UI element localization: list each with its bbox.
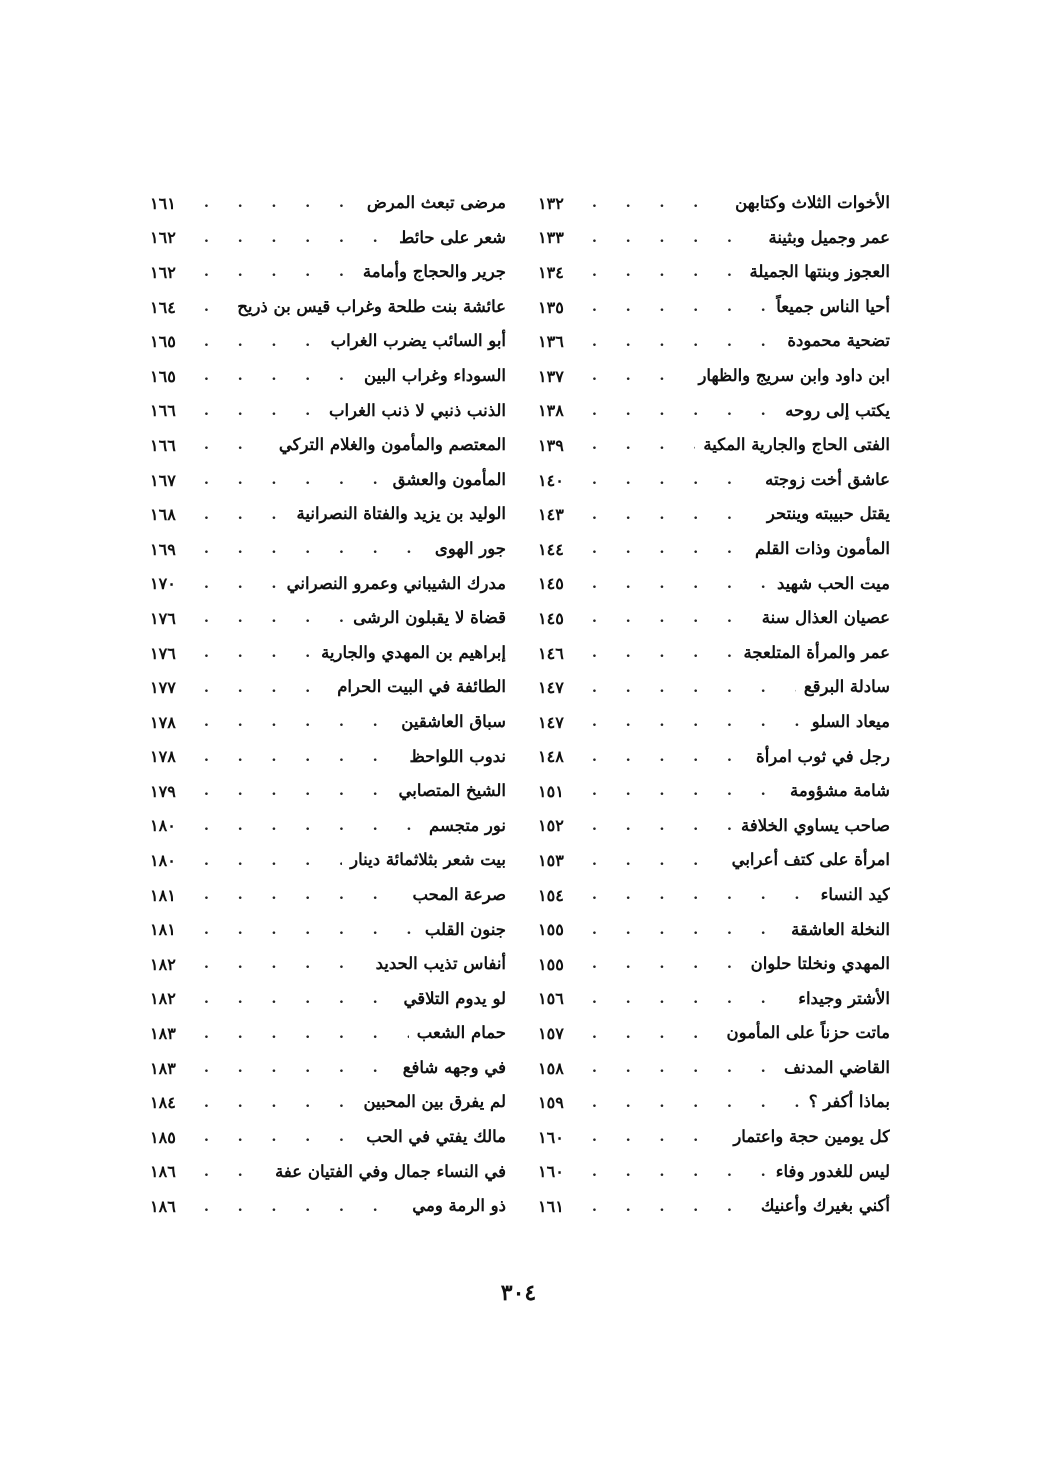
toc-entry-page: ١٨٣ — [150, 1024, 176, 1044]
toc-entry-title: كل يومين حجة واعتمار — [733, 1127, 890, 1147]
toc-entry-page: ١٤٧ — [538, 712, 564, 732]
toc-entry-title: العجوز وبنتها الجميلة — [749, 262, 890, 282]
toc-entry — [538, 532, 890, 567]
toc-entry-title: ندوب اللواحظ — [409, 746, 506, 766]
toc-entry-title: أنفاس تذيب الحديد — [375, 954, 506, 974]
toc-entry-page: ١٥١ — [538, 781, 564, 801]
toc-entry-title: في وجهه شافع — [402, 1057, 506, 1077]
toc-entry — [538, 1120, 890, 1155]
dot-leader — [204, 195, 359, 211]
toc-entry — [150, 1189, 506, 1224]
toc-entry-title: إبراهيم بن المهدي والجارية — [321, 642, 506, 662]
toc-entry — [150, 809, 506, 844]
dot-leader — [592, 403, 777, 419]
toc-entry-page: ١٦٩ — [150, 539, 176, 559]
toc-entry-page: ١٨٠ — [150, 851, 176, 871]
toc-entry-title: جنون القلب — [424, 919, 506, 939]
toc-entry-page: ١٣٢ — [538, 193, 564, 213]
toc-entry-page: ١٦٧ — [150, 470, 176, 490]
toc-entry — [538, 394, 890, 429]
dot-leader — [592, 610, 754, 626]
toc-entry-title: لم يفرق بين المحبين — [363, 1092, 506, 1112]
toc-entry-title: المهدي ونخلتا حلوان — [750, 954, 890, 974]
toc-entry — [538, 290, 890, 325]
toc-entry-title: يقتل حبيبته وينتحر — [766, 504, 890, 524]
toc-entry-title: الذنب ذنبي لا ذنب الغراب — [328, 400, 506, 420]
toc-entry — [150, 463, 506, 498]
dot-leader — [204, 403, 321, 419]
toc-entry-title: صرعة المحب — [412, 884, 506, 904]
toc-entry-page: ١٨٦ — [150, 1197, 176, 1217]
dot-leader — [204, 956, 368, 972]
dot-leader — [204, 991, 395, 1007]
toc-entry-title: أحيا الناس جميعاً — [776, 296, 890, 316]
toc-entry-page: ١٦٤ — [150, 297, 176, 317]
toc-entry-page: ١٦٨ — [150, 505, 176, 525]
toc-entry-page: ١٦٥ — [150, 366, 176, 386]
toc-entry-title: رجل في ثوب امرأة — [756, 746, 890, 766]
toc-entry-title: سادلة البرقع — [803, 677, 890, 697]
toc-entry-page: ١٧٦ — [150, 608, 176, 628]
dot-leader — [204, 714, 393, 730]
toc-entry-page: ١٥٨ — [538, 1058, 564, 1078]
toc-entry-page: ١٨١ — [150, 920, 176, 940]
toc-entry-page: ١٨٥ — [150, 1127, 176, 1147]
toc-entry-title: ذو الرمة ومي — [412, 1196, 506, 1216]
toc-entry — [538, 843, 890, 878]
dot-leader — [204, 1026, 409, 1042]
toc-entry-page: ١٦١ — [150, 193, 176, 213]
dot-leader — [204, 1199, 404, 1215]
toc-entry — [150, 221, 506, 256]
dot-leader — [592, 264, 742, 280]
toc-entry-page: ١٣٤ — [538, 262, 564, 282]
toc-entry-page: ١٦٦ — [150, 435, 176, 455]
toc-entry-page: ١٤٦ — [538, 643, 564, 663]
toc-entry-page: ١٦٥ — [150, 332, 176, 352]
dot-leader — [592, 1199, 753, 1215]
toc-entry-title: المعتصم والمأمون والغلام التركي — [278, 435, 506, 455]
dot-leader — [592, 472, 757, 488]
toc-entry-page: ١٨٠ — [150, 816, 176, 836]
toc-entry — [150, 532, 506, 567]
dot-leader — [204, 264, 355, 280]
dot-leader — [592, 991, 790, 1007]
toc-entry — [150, 394, 506, 429]
toc-entry — [538, 705, 890, 740]
toc-entry — [150, 670, 506, 705]
toc-entry-title: ميعاد السلو — [811, 711, 890, 731]
toc-entry — [150, 497, 506, 532]
toc-entry-title: عائشة بنت طلحة وغراب قيس بن ذريح — [237, 296, 506, 316]
toc-entry — [150, 255, 506, 290]
toc-entry-page: ١٦٢ — [150, 262, 176, 282]
dot-leader — [592, 680, 796, 696]
toc-entry — [538, 878, 890, 913]
toc-entry-title: قضاة لا يقبلون الرشى — [353, 608, 506, 628]
toc-entry-title: يكتب إلى روحه — [785, 400, 890, 420]
toc-entry — [150, 324, 506, 359]
toc-entry-title: في النساء جمال وفي الفتيان عفة — [275, 1161, 506, 1181]
toc-entry — [538, 947, 890, 982]
toc-entry — [538, 912, 890, 947]
dot-leader — [204, 749, 401, 765]
dot-leader — [204, 334, 323, 350]
toc-entry-page: ١٣٧ — [538, 366, 564, 386]
dot-leader — [592, 299, 768, 315]
toc-entry-title: الطائفة في البيت الحرام — [337, 677, 506, 697]
dot-leader — [204, 922, 417, 938]
toc-entry-page: ١٨٣ — [150, 1058, 176, 1078]
toc-entry — [150, 982, 506, 1017]
toc-entry — [150, 705, 506, 740]
toc-entry-title: الوليد بن يزيد والفتاة النصرانية — [296, 504, 506, 524]
toc-entry-page: ١٧٠ — [150, 574, 176, 594]
toc-entry — [538, 186, 890, 221]
toc-entry — [538, 1189, 890, 1224]
toc-entry-title: المأمون وذات القلم — [755, 538, 890, 558]
dot-leader — [204, 576, 279, 592]
toc-entry-title: ميت الحب شهيد — [776, 573, 890, 593]
toc-entry-title: جرير والحجاج وأمامة — [362, 262, 506, 282]
toc-entry — [538, 497, 890, 532]
toc-entry — [150, 428, 506, 463]
dot-leader — [592, 368, 690, 384]
toc-entry-page: ١٥٥ — [538, 920, 564, 940]
dot-leader — [204, 610, 345, 626]
dot-leader — [592, 818, 733, 834]
dot-leader — [204, 1095, 355, 1111]
toc-column-right — [538, 186, 890, 1224]
dot-leader — [204, 299, 229, 315]
dot-leader — [204, 818, 421, 834]
toc-entry-title: ابن داود وابن سريج والظهار — [698, 366, 890, 386]
toc-entry — [538, 740, 890, 775]
toc-entry-title: عمر وجميل وبثينة — [768, 227, 890, 247]
toc-entry-title: نور متجسم — [429, 815, 506, 835]
toc-entry-title: لو يدوم التلاقي — [403, 988, 506, 1008]
dot-leader — [592, 195, 727, 211]
toc-entry — [538, 1051, 890, 1086]
toc-entry-page: ١٦٠ — [538, 1127, 564, 1147]
toc-entry-title: ماتت حزناً على المأمون — [726, 1023, 890, 1043]
dot-leader — [204, 645, 313, 661]
toc-entry-page: ١٦٦ — [150, 401, 176, 421]
toc-entry-title: صاحب يساوي الخلافة — [741, 815, 890, 835]
toc-entry-title: الشيخ المتصابي — [398, 781, 506, 801]
toc-entry-title: عاشق أخت زوجته — [765, 469, 890, 489]
toc-entry — [150, 359, 506, 394]
toc-column-left — [150, 186, 506, 1224]
dot-leader — [592, 334, 779, 350]
toc-entry — [538, 1155, 890, 1190]
toc-entry — [150, 290, 506, 325]
toc-entry-page: ١٦٠ — [538, 1162, 564, 1182]
toc-entry-page: ١٥٥ — [538, 954, 564, 974]
toc-entry-title: بماذا أكفر ؟ — [808, 1092, 890, 1112]
dot-leader — [592, 1164, 768, 1180]
toc-entry-page: ١٦٢ — [150, 228, 176, 248]
toc-entry-page: ١٤٤ — [538, 539, 564, 559]
toc-entry-title: عمر والمرأة المتلعجة — [743, 642, 890, 662]
toc-entry — [538, 636, 890, 671]
dot-leader — [592, 541, 747, 557]
dot-leader — [592, 887, 813, 903]
toc-entry — [150, 567, 506, 602]
toc-entry — [150, 1155, 506, 1190]
toc-entry-title: أبو السائب يضرب الغراب — [330, 331, 506, 351]
toc-entry-title: السوداء وغراب البين — [364, 366, 506, 386]
toc-entry — [150, 878, 506, 913]
toc-entry — [538, 463, 890, 498]
toc-entry-page: ١٤٥ — [538, 574, 564, 594]
toc-entry-page: ١٨١ — [150, 885, 176, 905]
dot-leader — [592, 956, 743, 972]
dot-leader — [592, 853, 724, 869]
toc-entry — [538, 982, 890, 1017]
toc-entry — [150, 1120, 506, 1155]
toc-entry-title: شامة مشؤومة — [789, 781, 890, 801]
toc-entry-page: ١٣٣ — [538, 228, 564, 248]
toc-entry-title: المأمون والعشق — [392, 469, 506, 489]
toc-entry-title: مدرك الشيباني وعمرو النصراني — [286, 573, 506, 593]
dot-leader — [592, 230, 760, 246]
toc-entry-page: ١٤٧ — [538, 678, 564, 698]
toc-entry-title: أكني بغيرك وأعنيك — [760, 1196, 890, 1216]
toc-entry — [150, 1085, 506, 1120]
toc-entry-title: امرأة على كتف أعرابي — [731, 850, 890, 870]
toc-entry-title: ليس للغدور وفاء — [775, 1161, 890, 1181]
toc-entry-page: ١٨٢ — [150, 954, 176, 974]
dot-leader — [592, 576, 769, 592]
toc-entry-page: ١٧٩ — [150, 781, 176, 801]
toc-entry — [150, 912, 506, 947]
toc-entry — [538, 774, 890, 809]
toc-entry — [538, 670, 890, 705]
toc-entry — [150, 636, 506, 671]
toc-entry-title: الأشتر وجيداء — [798, 988, 890, 1008]
toc-entry — [150, 1016, 506, 1051]
toc-entry-page: ١٥٦ — [538, 989, 564, 1009]
dot-leader — [204, 853, 342, 869]
toc-entry-page: ١٤٣ — [538, 505, 564, 525]
toc-entry — [538, 567, 890, 602]
dot-leader — [204, 437, 271, 453]
dot-leader — [204, 472, 385, 488]
toc-entry-title: القاضي المدنف — [784, 1057, 890, 1077]
toc-entry-page: ١٤٥ — [538, 608, 564, 628]
toc-entry-page: ١٧٧ — [150, 678, 176, 698]
dot-leader — [204, 1164, 267, 1180]
toc-entry-page: ١٧٦ — [150, 643, 176, 663]
toc-entry-title: جور الهوى — [434, 538, 506, 558]
toc-entry — [538, 428, 890, 463]
toc-entry-title: النخلة العاشقة — [791, 919, 890, 939]
toc-entry-page: ١٣٦ — [538, 332, 564, 352]
toc-entry-title: مرضى تبعث المرض — [366, 193, 506, 213]
dot-leader — [592, 645, 736, 661]
toc-entry-title: الأخوات الثلاث وكتابهن — [735, 193, 890, 213]
dot-leader — [592, 714, 804, 730]
toc-entry — [538, 809, 890, 844]
dot-leader — [204, 1129, 358, 1145]
toc-entry — [150, 740, 506, 775]
toc-entry-title: حمام الشعب — [416, 1023, 506, 1043]
dot-leader — [204, 230, 391, 246]
dot-leader — [592, 1129, 725, 1145]
toc-entry-page: ١٣٥ — [538, 297, 564, 317]
page-number: ٣٠٤ — [500, 1280, 537, 1306]
toc-entry — [538, 601, 890, 636]
toc-entry-page: ١٤٨ — [538, 747, 564, 767]
dot-leader — [592, 507, 759, 523]
dot-leader — [592, 1026, 718, 1042]
dot-leader — [204, 507, 289, 523]
toc-entry-title: الفتى الحاج والجارية المكية — [703, 435, 890, 455]
toc-entry — [150, 843, 506, 878]
dot-leader — [204, 1060, 395, 1076]
toc-entry-page: ١٥٩ — [538, 1093, 564, 1113]
dot-leader — [592, 1095, 801, 1111]
dot-leader — [204, 783, 390, 799]
toc-entry-page: ١٤٠ — [538, 470, 564, 490]
toc-entry-title: شعر على حائط — [399, 227, 506, 247]
dot-leader — [204, 680, 329, 696]
toc-entry-title: تضحية محمودة — [787, 331, 890, 351]
toc-entry-title: كيد النساء — [820, 884, 890, 904]
dot-leader — [592, 437, 695, 453]
dot-leader — [592, 783, 782, 799]
dot-leader — [592, 922, 783, 938]
toc-entry — [150, 601, 506, 636]
toc-entry-page: ١٥٢ — [538, 816, 564, 836]
toc-entry — [538, 324, 890, 359]
toc-entry-title: بيت شعر بثلاثمائة دينار — [350, 850, 506, 870]
toc-entry-page: ١٧٨ — [150, 712, 176, 732]
toc-entry-page: ١٣٩ — [538, 435, 564, 455]
toc-entry-page: ١٨٦ — [150, 1162, 176, 1182]
toc-entry-title: سباق العاشقين — [401, 711, 506, 731]
dot-leader — [592, 1060, 776, 1076]
toc-entry — [538, 1085, 890, 1120]
toc-entry-page: ١٨٢ — [150, 989, 176, 1009]
toc-entry — [538, 255, 890, 290]
toc-entry-page: ١٧٨ — [150, 747, 176, 767]
toc-entry — [150, 774, 506, 809]
toc-entry — [538, 1016, 890, 1051]
dot-leader — [592, 749, 748, 765]
toc-entry-page: ١٥٧ — [538, 1024, 564, 1044]
dot-leader — [204, 887, 404, 903]
toc-entry-page: ١٥٤ — [538, 885, 564, 905]
dot-leader — [204, 368, 356, 384]
toc-entry-title: مالك يفتي في الحب — [366, 1127, 506, 1147]
toc-entry-page: ١٨٤ — [150, 1093, 176, 1113]
dot-leader — [204, 541, 427, 557]
toc-entry — [538, 221, 890, 256]
toc-entry — [150, 186, 506, 221]
toc-entry-title: عصيان العذال سنة — [761, 608, 890, 628]
toc-entry-page: ١٦١ — [538, 1197, 564, 1217]
toc-entry — [150, 1051, 506, 1086]
toc-entry — [538, 359, 890, 394]
toc-entry-page: ١٥٣ — [538, 851, 564, 871]
toc-entry — [150, 947, 506, 982]
toc-entry-page: ١٣٨ — [538, 401, 564, 421]
